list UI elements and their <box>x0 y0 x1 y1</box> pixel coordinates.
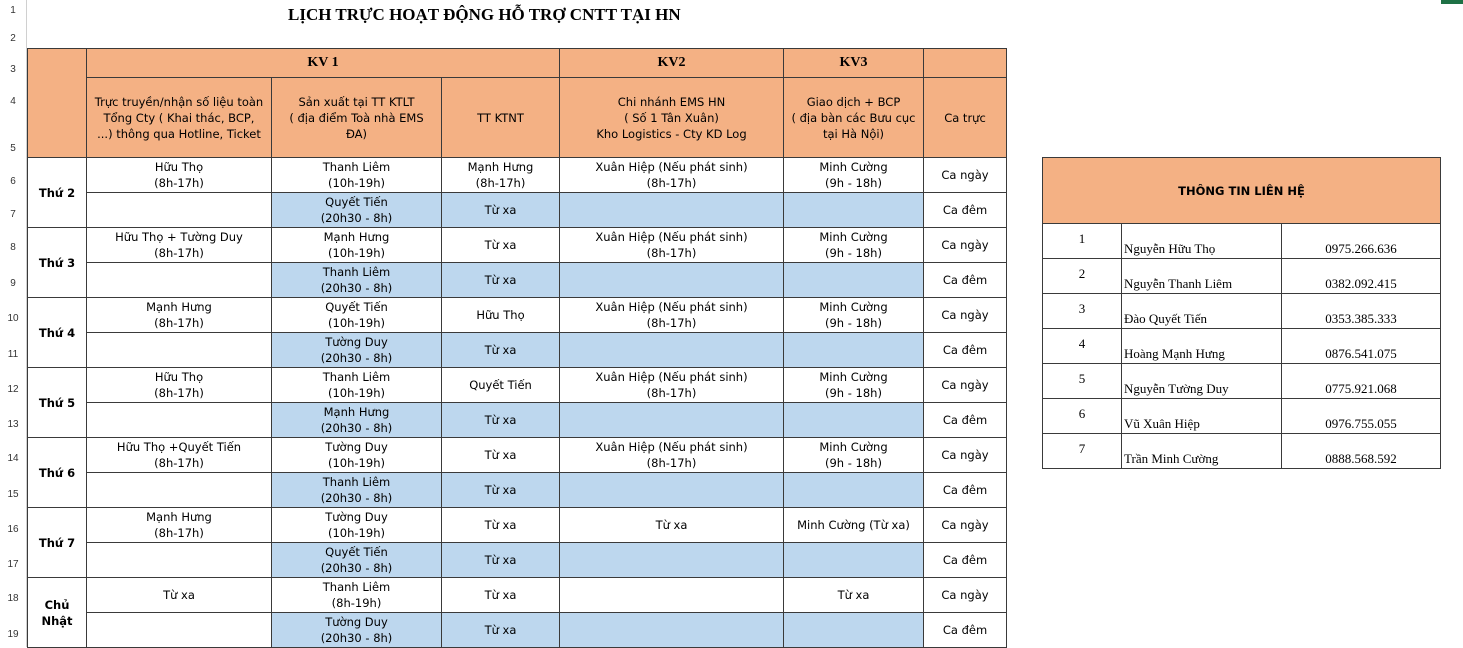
contact-number[interactable]: 2 <box>1042 258 1122 294</box>
day-label[interactable]: Chủ Nhật <box>27 577 87 648</box>
giaodich-cell[interactable]: Minh Cường (9h - 18h) <box>783 297 924 333</box>
contact-name[interactable]: Vũ Xuân Hiệp <box>1121 398 1282 434</box>
giaodich-cell[interactable]: Từ xa <box>783 577 924 613</box>
contact-phone[interactable]: 0976.755.055 <box>1281 398 1441 434</box>
row-number[interactable]: 15 <box>7 489 19 500</box>
shift-cell[interactable]: Ca đêm <box>923 192 1007 228</box>
chinhanh-cell[interactable] <box>559 472 784 508</box>
row-number[interactable]: 1 <box>10 5 16 16</box>
contact-phone[interactable]: 0775.921.068 <box>1281 363 1441 399</box>
ttktlt-cell[interactable]: Tường Duy (10h-19h) <box>271 437 442 473</box>
shift-cell[interactable]: Ca ngày <box>923 367 1007 403</box>
ttktnt-cell[interactable]: Từ xa <box>441 227 560 263</box>
giaodich-cell[interactable] <box>783 262 924 298</box>
row-number[interactable]: 7 <box>10 209 16 220</box>
header-kv1[interactable]: KV 1 <box>86 48 560 78</box>
shift-cell[interactable]: Ca ngày <box>923 157 1007 193</box>
ttktnt-cell[interactable]: Từ xa <box>441 472 560 508</box>
day-label[interactable]: Thứ 5 <box>27 367 87 438</box>
ttktlt-cell[interactable]: Quyết Tiến (10h-19h) <box>271 297 442 333</box>
row-number[interactable]: 17 <box>7 559 19 570</box>
chinhanh-cell[interactable] <box>559 612 784 648</box>
hotline-cell[interactable] <box>86 332 272 368</box>
row-number[interactable]: 3 <box>10 64 16 75</box>
header-col-chinhanh[interactable]: Chi nhánh EMS HN ( Số 1 Tân Xuân) Kho Logistics - Cty KD Log <box>559 77 784 158</box>
chinhanh-cell[interactable] <box>559 402 784 438</box>
contact-number[interactable]: 5 <box>1042 363 1122 399</box>
giaodich-cell[interactable] <box>783 542 924 578</box>
header-col-ttktlt[interactable]: Sản xuất tại TT KTLT ( địa điểm Toà nhà EMS ĐA) <box>271 77 442 158</box>
ttktnt-cell[interactable]: Từ xa <box>441 402 560 438</box>
contact-phone[interactable]: 0353.385.333 <box>1281 293 1441 329</box>
giaodich-cell[interactable] <box>783 332 924 368</box>
row-number[interactable]: 19 <box>7 629 19 640</box>
giaodich-cell[interactable] <box>783 402 924 438</box>
hotline-cell[interactable]: Hữu Thọ +Quyết Tiến (8h-17h) <box>86 437 272 473</box>
hotline-cell[interactable]: Mạnh Hưng (8h-17h) <box>86 297 272 333</box>
ttktnt-cell[interactable]: Từ xa <box>441 612 560 648</box>
hotline-cell[interactable] <box>86 542 272 578</box>
chinhanh-cell[interactable] <box>559 577 784 613</box>
row-number[interactable]: 8 <box>10 242 16 253</box>
header-corner-cell[interactable] <box>27 48 87 158</box>
shift-cell[interactable]: Ca ngày <box>923 227 1007 263</box>
chinhanh-cell[interactable]: Xuân Hiệp (Nếu phát sinh) (8h-17h) <box>559 227 784 263</box>
contacts-title[interactable]: THÔNG TIN LIÊN HỆ <box>1042 157 1441 224</box>
shift-cell[interactable]: Ca đêm <box>923 262 1007 298</box>
contact-phone[interactable]: 0888.568.592 <box>1281 433 1441 469</box>
chinhanh-cell[interactable]: Xuân Hiệp (Nếu phát sinh) (8h-17h) <box>559 297 784 333</box>
shift-cell[interactable]: Ca đêm <box>923 542 1007 578</box>
row-number[interactable]: 18 <box>7 593 19 604</box>
giaodich-cell[interactable] <box>783 472 924 508</box>
ttktlt-cell[interactable]: Tường Duy (20h30 - 8h) <box>271 612 442 648</box>
hotline-cell[interactable] <box>86 192 272 228</box>
contact-name[interactable]: Hoàng Mạnh Hưng <box>1121 328 1282 364</box>
ttktlt-cell[interactable]: Thanh Liêm (8h-19h) <box>271 577 442 613</box>
row-number[interactable]: 2 <box>10 33 16 44</box>
chinhanh-cell[interactable]: Xuân Hiệp (Nếu phát sinh) (8h-17h) <box>559 157 784 193</box>
contact-number[interactable]: 7 <box>1042 433 1122 469</box>
contact-number[interactable]: 1 <box>1042 223 1122 259</box>
contact-number[interactable]: 6 <box>1042 398 1122 434</box>
ttktlt-cell[interactable]: Tường Duy (20h30 - 8h) <box>271 332 442 368</box>
row-number[interactable]: 6 <box>10 176 16 187</box>
ttktlt-cell[interactable]: Tường Duy (10h-19h) <box>271 507 442 543</box>
shift-cell[interactable]: Ca ngày <box>923 297 1007 333</box>
hotline-cell[interactable]: Hữu Thọ + Tường Duy (8h-17h) <box>86 227 272 263</box>
ttktlt-cell[interactable]: Thanh Liêm (20h30 - 8h) <box>271 262 442 298</box>
header-kv3[interactable]: KV3 <box>783 48 924 78</box>
ttktnt-cell[interactable]: Từ xa <box>441 192 560 228</box>
header-col-giaodich[interactable]: Giao dịch + BCP ( địa bàn các Bưu cục tại Hà Nội) <box>783 77 924 158</box>
hotline-cell[interactable] <box>86 262 272 298</box>
ttktnt-cell[interactable]: Từ xa <box>441 542 560 578</box>
shift-cell[interactable]: Ca ngày <box>923 577 1007 613</box>
page-title: LỊCH TRỰC HOẠT ĐỘNG HỖ TRỢ CNTT TẠI HN <box>288 5 681 24</box>
giaodich-cell[interactable]: Minh Cường (Từ xa) <box>783 507 924 543</box>
header-col-hotline[interactable]: Trực truyền/nhận số liệu toàn Tổng Cty ( Khai thác, BCP, ...) thông qua Hotline, Ticket <box>86 77 272 158</box>
ttktlt-cell[interactable]: Thanh Liêm (10h-19h) <box>271 367 442 403</box>
contact-number[interactable]: 4 <box>1042 328 1122 364</box>
ttktlt-cell[interactable]: Thanh Liêm (10h-19h) <box>271 157 442 193</box>
day-label[interactable]: Thứ 4 <box>27 297 87 368</box>
header-blank-cell[interactable] <box>923 48 1007 78</box>
shift-cell[interactable]: Ca đêm <box>923 402 1007 438</box>
chinhanh-cell[interactable]: Từ xa <box>559 507 784 543</box>
giaodich-cell[interactable] <box>783 192 924 228</box>
day-label[interactable]: Thứ 6 <box>27 437 87 508</box>
ttktnt-cell[interactable]: Từ xa <box>441 577 560 613</box>
row-number[interactable]: 13 <box>7 419 19 430</box>
ttktnt-cell[interactable]: Từ xa <box>441 262 560 298</box>
header-col-ttktnt[interactable]: TT KTNT <box>441 77 560 158</box>
shift-cell[interactable]: Ca ngày <box>923 507 1007 543</box>
chinhanh-cell[interactable] <box>559 332 784 368</box>
giaodich-cell[interactable]: Minh Cường (9h - 18h) <box>783 227 924 263</box>
ttktlt-cell[interactable]: Mạnh Hưng (10h-19h) <box>271 227 442 263</box>
contact-name[interactable]: Nguyễn Tường Duy <box>1121 363 1282 399</box>
row-number[interactable]: 4 <box>10 96 16 107</box>
contact-number[interactable]: 3 <box>1042 293 1122 329</box>
shift-cell[interactable]: Ca đêm <box>923 612 1007 648</box>
row-number[interactable]: 16 <box>7 524 19 535</box>
chinhanh-cell[interactable] <box>559 192 784 228</box>
hotline-cell[interactable] <box>86 472 272 508</box>
chinhanh-cell[interactable]: Xuân Hiệp (Nếu phát sinh) (8h-17h) <box>559 367 784 403</box>
ttktlt-cell[interactable]: Mạnh Hưng (20h30 - 8h) <box>271 402 442 438</box>
contact-name[interactable]: Nguyễn Hữu Thọ <box>1121 223 1282 259</box>
giaodich-cell[interactable]: Minh Cường (9h - 18h) <box>783 437 924 473</box>
day-label[interactable]: Thứ 2 <box>27 157 87 228</box>
giaodich-cell[interactable]: Minh Cường (9h - 18h) <box>783 157 924 193</box>
ttktnt-cell[interactable]: Mạnh Hưng (8h-17h) <box>441 157 560 193</box>
row-number[interactable]: 10 <box>7 313 19 324</box>
ttktlt-cell[interactable]: Thanh Liêm (20h30 - 8h) <box>271 472 442 508</box>
day-label[interactable]: Thứ 7 <box>27 507 87 578</box>
row-number[interactable]: 14 <box>7 453 19 464</box>
ttktnt-cell[interactable]: Từ xa <box>441 507 560 543</box>
shift-cell[interactable]: Ca đêm <box>923 332 1007 368</box>
contact-phone[interactable]: 0382.092.415 <box>1281 258 1441 294</box>
ttktlt-cell[interactable]: Quyết Tiến (20h30 - 8h) <box>271 542 442 578</box>
row-number[interactable]: 5 <box>10 143 16 154</box>
row-number[interactable]: 11 <box>7 349 19 360</box>
contact-name[interactable]: Đào Quyết Tiến <box>1121 293 1282 329</box>
contact-phone[interactable]: 0975.266.636 <box>1281 223 1441 259</box>
ttktnt-cell[interactable]: Từ xa <box>441 437 560 473</box>
shift-cell[interactable]: Ca ngày <box>923 437 1007 473</box>
hotline-cell[interactable]: Hữu Thọ (8h-17h) <box>86 367 272 403</box>
row-number[interactable]: 12 <box>7 384 19 395</box>
day-label[interactable]: Thứ 3 <box>27 227 87 298</box>
contact-phone[interactable]: 0876.541.075 <box>1281 328 1441 364</box>
contact-name[interactable]: Nguyễn Thanh Liêm <box>1121 258 1282 294</box>
ttktnt-cell[interactable]: Hữu Thọ <box>441 297 560 333</box>
ttktnt-cell[interactable]: Quyết Tiến <box>441 367 560 403</box>
giaodich-cell[interactable] <box>783 612 924 648</box>
hotline-cell[interactable]: Hữu Thọ (8h-17h) <box>86 157 272 193</box>
giaodich-cell[interactable]: Minh Cường (9h - 18h) <box>783 367 924 403</box>
ttktnt-cell[interactable]: Từ xa <box>441 332 560 368</box>
chinhanh-cell[interactable] <box>559 262 784 298</box>
hotline-cell[interactable]: Từ xa <box>86 577 272 613</box>
ttktlt-cell[interactable]: Quyết Tiến (20h30 - 8h) <box>271 192 442 228</box>
chinhanh-cell[interactable] <box>559 542 784 578</box>
chinhanh-cell[interactable]: Xuân Hiệp (Nếu phát sinh) (8h-17h) <box>559 437 784 473</box>
hotline-cell[interactable] <box>86 612 272 648</box>
hotline-cell[interactable]: Mạnh Hưng (8h-17h) <box>86 507 272 543</box>
header-kv2[interactable]: KV2 <box>559 48 784 78</box>
header-col-catruc[interactable]: Ca trực <box>923 77 1007 158</box>
row-number[interactable]: 9 <box>10 278 16 289</box>
sheet-accent-bar <box>1441 0 1463 4</box>
hotline-cell[interactable] <box>86 402 272 438</box>
contact-name[interactable]: Trần Minh Cường <box>1121 433 1282 469</box>
shift-cell[interactable]: Ca đêm <box>923 472 1007 508</box>
